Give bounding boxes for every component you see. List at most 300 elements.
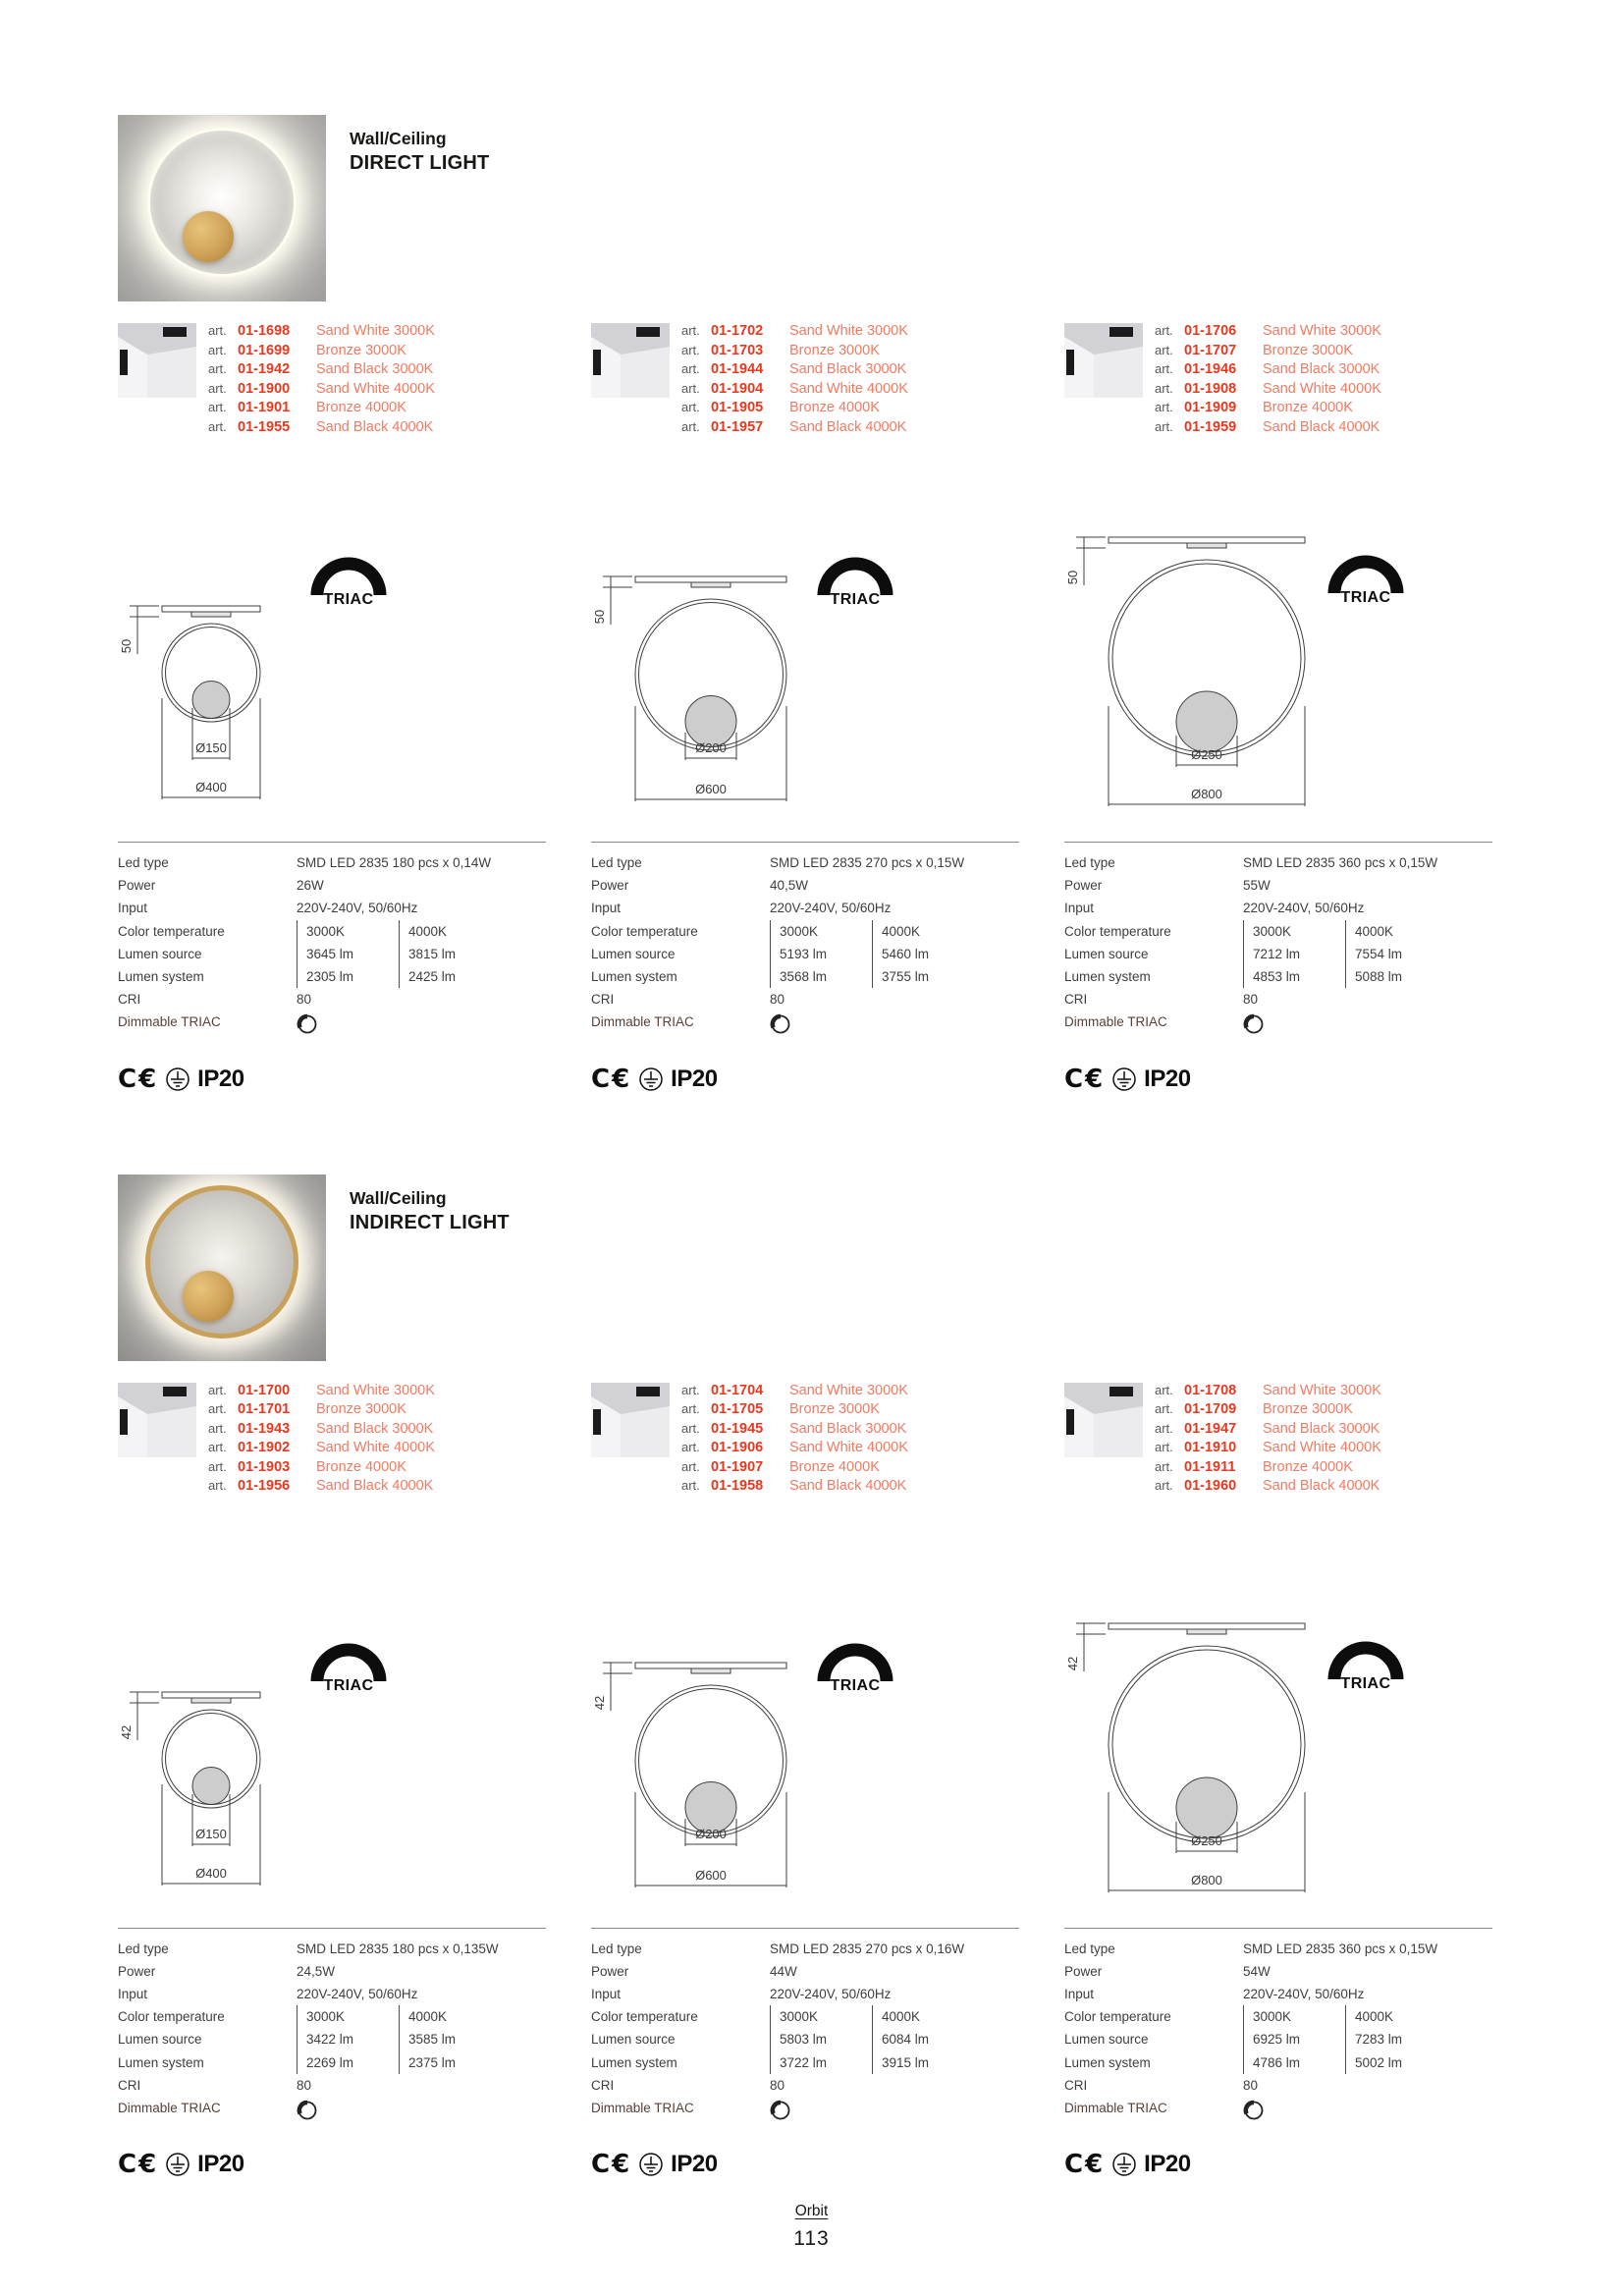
spec-table <box>591 1928 1019 2125</box>
spec-ct-3000: 3000K <box>770 920 872 943</box>
article-number: 01-1703 <box>711 342 764 358</box>
spec-value-cri: 80 <box>297 992 312 1008</box>
spec-lsys-3000: 2269 lm <box>297 2050 399 2073</box>
article-row <box>681 323 908 343</box>
article-number: 01-1908 <box>1184 380 1237 397</box>
spec-label: CRI <box>1064 992 1088 1008</box>
product-column <box>1064 1361 1502 2180</box>
article-row <box>681 1478 908 1498</box>
article-row <box>1155 419 1381 439</box>
art-prefix: art. <box>208 418 227 434</box>
spec-ls-4000: 7554 lm <box>1345 943 1492 965</box>
hero-direct <box>118 0 1505 301</box>
article-number: 01-1909 <box>1184 400 1237 416</box>
dim-inner-diameter: Ø200 <box>695 740 727 755</box>
article-finish: Sand White 4000K <box>789 380 908 397</box>
mounting-box-thumbnail-icon <box>591 1383 670 1457</box>
article-number: 01-1907 <box>711 1458 764 1475</box>
spec-value-power: 40,5W <box>770 878 809 894</box>
article-row <box>1155 381 1381 401</box>
spec-label: Power <box>118 878 156 894</box>
dim-height: 50 <box>1065 570 1080 585</box>
spec-ct-4000: 4000K <box>399 2005 546 2028</box>
technical-drawing-area <box>118 1571 556 1900</box>
columns-indirect <box>118 1361 1505 2180</box>
article-number: 01-1911 <box>1184 1458 1236 1475</box>
ip-rating: IP20 <box>197 2151 244 2177</box>
art-prefix: art. <box>1155 361 1173 377</box>
spec-ls-4000: 3815 lm <box>399 943 546 965</box>
spec-ls-3000: 3422 lm <box>297 2028 399 2050</box>
art-prefix: art. <box>1155 400 1173 415</box>
article-row <box>1155 1440 1381 1459</box>
spec-label-dimmable: Dimmable TRIAC <box>591 1014 694 1030</box>
spec-label: Led type <box>118 1941 169 1956</box>
ip-rating: IP20 <box>671 1065 718 1092</box>
section-title-line2: DIRECT LIGHT <box>350 152 490 174</box>
article-list <box>118 323 556 441</box>
article-finish: Bronze 3000K <box>316 342 406 358</box>
article-number: 01-1902 <box>238 1440 291 1456</box>
art-prefix: art. <box>681 1420 700 1436</box>
article-row <box>681 381 908 401</box>
spec-ct-4000: 4000K <box>872 2005 1019 2028</box>
article-number: 01-1707 <box>1184 342 1237 358</box>
article-row <box>681 1421 908 1441</box>
triac-badge <box>306 1642 391 1695</box>
product-column <box>1064 301 1502 1094</box>
article-row <box>208 1421 435 1441</box>
article-finish: Sand Black 4000K <box>316 418 434 435</box>
article-row <box>208 419 435 439</box>
spec-label: Power <box>1064 878 1103 894</box>
spec-ct-4000: 4000K <box>1345 2005 1492 2028</box>
spec-value-input: 220V-240V, 50/60Hz <box>297 1986 418 2001</box>
spec-label: Color temperature <box>591 2009 698 2025</box>
article-number: 01-1946 <box>1184 361 1237 378</box>
triac-label: TRIAC <box>830 591 881 608</box>
article-number: 01-1958 <box>711 1478 764 1495</box>
spec-label: CRI <box>1064 2077 1088 2093</box>
mounting-box-thumbnail-icon <box>118 323 196 398</box>
spec-ct-3000: 3000K <box>297 2005 399 2028</box>
product-column <box>591 301 1029 1094</box>
dim-outer-diameter: Ø800 <box>1191 1872 1222 1887</box>
article-number: 01-1903 <box>238 1458 291 1475</box>
spec-label: Lumen source <box>591 946 676 961</box>
spec-table <box>1064 1928 1492 2125</box>
article-row <box>681 1459 908 1479</box>
spec-label: Color temperature <box>118 2009 225 2025</box>
section-indirect-light <box>118 1175 1505 2180</box>
article-number: 01-1700 <box>238 1382 291 1398</box>
article-row <box>1155 323 1381 343</box>
art-prefix: art. <box>208 1478 227 1494</box>
technical-drawing <box>1064 534 1310 814</box>
spec-ct-3000: 3000K <box>297 920 399 943</box>
article-number: 01-1699 <box>238 342 291 358</box>
triac-label: TRIAC <box>830 1676 881 1694</box>
ce-mark: C€ <box>591 2150 632 2179</box>
spec-label: Lumen source <box>591 2032 676 2048</box>
spec-ct-3000: 3000K <box>1243 2005 1345 2028</box>
spec-ls-4000: 6084 lm <box>872 2028 1019 2050</box>
article-number: 01-1901 <box>238 400 291 416</box>
article-number: 01-1702 <box>711 323 764 339</box>
article-finish: Sand White 4000K <box>1263 380 1381 397</box>
art-prefix: art. <box>208 380 227 396</box>
dim-inner-diameter: Ø250 <box>1191 747 1222 762</box>
art-prefix: art. <box>1155 1382 1173 1397</box>
art-prefix: art. <box>681 400 700 415</box>
dim-outer-diameter: Ø400 <box>195 1865 227 1881</box>
art-prefix: art. <box>208 1458 227 1474</box>
spec-lsys-3000: 3568 lm <box>770 965 872 988</box>
spec-value-power: 55W <box>1243 878 1271 894</box>
art-prefix: art. <box>681 380 700 396</box>
spec-label: CRI <box>591 992 615 1008</box>
spec-table <box>591 842 1019 1039</box>
ground-icon <box>165 1066 190 1092</box>
dimmer-dial-icon <box>770 1011 1019 1038</box>
article-finish: Sand Black 4000K <box>316 1478 434 1495</box>
article-finish: Sand White 4000K <box>316 1440 435 1456</box>
spec-label: CRI <box>118 2077 141 2093</box>
spec-ct-3000: 3000K <box>770 2005 872 2028</box>
article-row <box>1155 1383 1381 1402</box>
article-number: 01-1947 <box>1184 1420 1237 1437</box>
ground-icon <box>1111 2152 1137 2177</box>
spec-ct-4000: 4000K <box>872 920 1019 943</box>
dimmer-dial-icon <box>1243 2097 1492 2124</box>
triac-badge <box>306 556 391 609</box>
article-finish: Sand Black 3000K <box>1263 361 1380 378</box>
dimmer-dial-icon <box>297 2097 546 2124</box>
ce-mark: C€ <box>118 2150 159 2179</box>
spec-value-cri: 80 <box>770 992 785 1008</box>
spec-value-power: 54W <box>1243 1963 1271 1979</box>
spec-label: Led type <box>118 855 169 871</box>
certification-row <box>118 1065 556 1094</box>
article-finish: Sand Black 3000K <box>789 1420 907 1437</box>
spec-label: Power <box>118 1963 156 1979</box>
article-number: 01-1906 <box>711 1440 764 1456</box>
product-column <box>591 1361 1029 2180</box>
art-prefix: art. <box>208 342 227 357</box>
article-row <box>208 381 435 401</box>
article-number: 01-1945 <box>711 1420 764 1437</box>
article-finish: Sand Black 4000K <box>1263 1478 1380 1495</box>
article-row <box>208 1478 435 1498</box>
ce-mark: C€ <box>591 1064 632 1094</box>
dim-outer-diameter: Ø600 <box>695 1867 727 1883</box>
spec-label: Lumen source <box>118 2032 202 2048</box>
spec-lsys-3000: 4853 lm <box>1243 965 1345 988</box>
spec-value-input: 220V-240V, 50/60Hz <box>1243 1986 1365 2001</box>
spec-lsys-4000: 3915 lm <box>872 2050 1019 2073</box>
spec-label-dimmable: Dimmable TRIAC <box>1064 1014 1167 1030</box>
ce-mark: C€ <box>1064 1064 1106 1094</box>
spec-label: Lumen system <box>591 969 677 985</box>
dim-height: 42 <box>592 1695 607 1710</box>
article-finish: Sand White 3000K <box>316 1382 435 1398</box>
article-finish: Bronze 3000K <box>1263 342 1353 358</box>
article-number: 01-1960 <box>1184 1478 1237 1495</box>
article-row <box>1155 1478 1381 1498</box>
spec-label-dimmable: Dimmable TRIAC <box>118 1014 221 1030</box>
mounting-box-thumbnail-icon <box>1064 323 1143 398</box>
dimmer-dial-icon <box>770 2097 1019 2124</box>
article-finish: Sand White 3000K <box>789 323 908 339</box>
article-finish: Bronze 3000K <box>316 1401 406 1418</box>
certification-row <box>1064 1065 1502 1094</box>
technical-drawing <box>118 1689 304 1900</box>
art-prefix: art. <box>1155 1478 1173 1494</box>
art-prefix: art. <box>208 323 227 338</box>
section-title <box>350 1175 510 1361</box>
article-finish: Sand Black 3000K <box>316 1420 434 1437</box>
spec-ct-3000: 3000K <box>1243 920 1345 943</box>
spec-value-led-type: SMD LED 2835 180 pcs x 0,135W <box>297 1941 499 1956</box>
article-row <box>681 1401 908 1421</box>
collection-name: Orbit <box>794 2203 829 2219</box>
article-number: 01-1705 <box>711 1401 764 1418</box>
spec-label: Color temperature <box>118 923 225 939</box>
certification-row <box>1064 2150 1502 2179</box>
article-list <box>591 323 1029 441</box>
spec-label: Lumen system <box>1064 969 1151 985</box>
art-prefix: art. <box>1155 1440 1173 1455</box>
spec-label-dimmable: Dimmable TRIAC <box>118 2100 221 2115</box>
article-row <box>208 343 435 362</box>
spec-label: Color temperature <box>591 923 698 939</box>
art-prefix: art. <box>681 1382 700 1397</box>
spec-label: Led type <box>591 1941 642 1956</box>
article-number: 01-1957 <box>711 418 764 435</box>
technical-drawing <box>118 603 304 814</box>
article-row <box>681 343 908 362</box>
technical-drawing-area <box>591 485 1029 814</box>
spec-ct-4000: 4000K <box>1345 920 1492 943</box>
article-row <box>1155 361 1381 381</box>
article-row <box>681 1440 908 1459</box>
dim-height: 50 <box>592 609 607 625</box>
ground-icon <box>638 2152 664 2177</box>
article-row <box>681 400 908 419</box>
art-prefix: art. <box>208 1420 227 1436</box>
spec-ls-3000: 5803 lm <box>770 2028 872 2050</box>
art-prefix: art. <box>1155 342 1173 357</box>
mounting-box-thumbnail-icon <box>118 1383 196 1457</box>
spec-ls-4000: 7283 lm <box>1345 2028 1492 2050</box>
article-row <box>681 361 908 381</box>
technical-drawing-area <box>591 1571 1029 1900</box>
article-number: 01-1910 <box>1184 1440 1237 1456</box>
dim-outer-diameter: Ø600 <box>695 782 727 796</box>
dim-inner-diameter: Ø250 <box>1191 1832 1222 1848</box>
article-list <box>591 1383 1029 1501</box>
spec-label: Input <box>1064 1986 1095 2001</box>
spec-value-power: 24,5W <box>297 1963 336 1979</box>
article-row <box>1155 1459 1381 1479</box>
art-prefix: art. <box>681 361 700 377</box>
technical-drawing <box>591 574 807 814</box>
spec-ls-4000: 3585 lm <box>399 2028 546 2050</box>
article-finish: Sand Black 4000K <box>1263 418 1380 435</box>
spec-lsys-4000: 5002 lm <box>1345 2050 1492 2073</box>
triac-label: TRIAC <box>323 591 374 608</box>
article-finish: Bronze 4000K <box>316 1458 406 1475</box>
art-prefix: art. <box>1155 418 1173 434</box>
article-finish: Bronze 3000K <box>789 1401 880 1418</box>
article-finish: Bronze 4000K <box>316 400 406 416</box>
spec-ct-4000: 4000K <box>399 920 546 943</box>
article-finish: Bronze 4000K <box>789 400 880 416</box>
article-list <box>118 1383 556 1501</box>
article-number: 01-1944 <box>711 361 764 378</box>
spec-label-dimmable: Dimmable TRIAC <box>1064 2100 1167 2115</box>
dim-height: 50 <box>119 638 134 654</box>
article-finish: Sand White 3000K <box>1263 323 1381 339</box>
ip-rating: IP20 <box>1144 2151 1191 2177</box>
article-row <box>208 323 435 343</box>
article-finish: Sand White 4000K <box>789 1440 908 1456</box>
technical-drawing-area <box>118 485 556 814</box>
spec-value-led-type: SMD LED 2835 270 pcs x 0,15W <box>770 855 965 871</box>
ce-mark: C€ <box>1064 2150 1106 2179</box>
article-number: 01-1706 <box>1184 323 1237 339</box>
art-prefix: art. <box>208 361 227 377</box>
dim-height: 42 <box>119 1724 134 1739</box>
art-prefix: art. <box>208 400 227 415</box>
dim-inner-diameter: Ø200 <box>695 1826 727 1841</box>
article-number: 01-1959 <box>1184 418 1237 435</box>
ip-rating: IP20 <box>1144 1065 1191 1092</box>
art-prefix: art. <box>681 418 700 434</box>
art-prefix: art. <box>1155 323 1173 338</box>
spec-lsys-3000: 4786 lm <box>1243 2050 1345 2073</box>
article-row <box>208 1459 435 1479</box>
dim-inner-diameter: Ø150 <box>195 740 227 755</box>
spec-label: Led type <box>591 855 642 871</box>
dim-inner-diameter: Ø150 <box>195 1826 227 1841</box>
spec-label: Input <box>118 901 148 916</box>
triac-label: TRIAC <box>1340 589 1391 606</box>
dimmer-dial-icon <box>1243 1011 1492 1038</box>
article-finish: Bronze 3000K <box>789 342 880 358</box>
spec-label: Lumen source <box>1064 2032 1149 2048</box>
gold-disc <box>183 1271 234 1322</box>
product-column <box>118 301 556 1094</box>
product-photo-direct <box>118 115 326 301</box>
spec-label: Power <box>1064 1963 1103 1979</box>
spec-value-input: 220V-240V, 50/60Hz <box>770 1986 892 2001</box>
spec-ls-3000: 5193 lm <box>770 943 872 965</box>
art-prefix: art. <box>681 1478 700 1494</box>
article-number: 01-1701 <box>238 1401 291 1418</box>
section-direct-light <box>118 0 1505 1094</box>
spec-lsys-4000: 3755 lm <box>872 965 1019 988</box>
spec-label: CRI <box>591 2077 615 2093</box>
art-prefix: art. <box>681 1440 700 1455</box>
article-finish: Bronze 3000K <box>1263 1401 1353 1418</box>
spec-value-led-type: SMD LED 2835 360 pcs x 0,15W <box>1243 1941 1438 1956</box>
spec-label: Input <box>591 901 622 916</box>
article-row <box>1155 1421 1381 1441</box>
article-row <box>681 1383 908 1402</box>
article-finish: Sand White 4000K <box>1263 1440 1381 1456</box>
art-prefix: art. <box>208 1401 227 1417</box>
art-prefix: art. <box>208 1440 227 1455</box>
spec-lsys-4000: 2425 lm <box>399 965 546 988</box>
spec-lsys-3000: 3722 lm <box>770 2050 872 2073</box>
article-row <box>208 361 435 381</box>
article-finish: Sand White 3000K <box>316 323 435 339</box>
ground-icon <box>165 2152 190 2177</box>
spec-label: Lumen system <box>118 2054 204 2070</box>
article-finish: Sand White 3000K <box>1263 1382 1381 1398</box>
art-prefix: art. <box>208 1382 227 1397</box>
article-list <box>1064 1383 1502 1501</box>
ip-rating: IP20 <box>671 2151 718 2177</box>
spec-value-led-type: SMD LED 2835 180 pcs x 0,14W <box>297 855 492 871</box>
spec-value-cri: 80 <box>297 2077 312 2093</box>
ground-icon <box>1111 1066 1137 1092</box>
spec-label: Power <box>591 1963 629 1979</box>
art-prefix: art. <box>1155 1420 1173 1436</box>
spec-label: Lumen source <box>118 946 202 961</box>
spec-label: Color temperature <box>1064 923 1171 939</box>
spec-value-power: 26W <box>297 878 324 894</box>
certification-row <box>591 1065 1029 1094</box>
article-row <box>208 1383 435 1402</box>
dim-height: 42 <box>1065 1656 1080 1670</box>
columns-direct <box>118 301 1505 1094</box>
gold-disc <box>183 211 234 262</box>
ground-icon <box>638 1066 664 1092</box>
triac-badge <box>813 556 897 609</box>
spec-value-cri: 80 <box>1243 2077 1259 2093</box>
ce-mark: C€ <box>118 1064 159 1094</box>
spec-label-dimmable: Dimmable TRIAC <box>591 2100 694 2115</box>
technical-drawing <box>591 1660 807 1900</box>
technical-drawing-area <box>1064 1571 1502 1900</box>
spec-label: Lumen system <box>118 969 204 985</box>
ip-rating: IP20 <box>197 1065 244 1092</box>
spec-label: Power <box>591 878 629 894</box>
spec-ls-3000: 6925 lm <box>1243 2028 1345 2050</box>
spec-value-input: 220V-240V, 50/60Hz <box>297 901 418 916</box>
section-title-line1: Wall/Ceiling <box>350 1187 447 1208</box>
triac-label: TRIAC <box>323 1676 374 1694</box>
article-row <box>1155 400 1381 419</box>
article-row <box>208 1440 435 1459</box>
art-prefix: art. <box>681 342 700 357</box>
article-finish: Bronze 4000K <box>1263 400 1353 416</box>
article-finish: Sand Black 3000K <box>1263 1420 1380 1437</box>
article-number: 01-1943 <box>238 1420 291 1437</box>
art-prefix: art. <box>1155 380 1173 396</box>
spec-label: Input <box>118 1986 148 2001</box>
triac-badge <box>1324 1640 1408 1693</box>
spec-label: Lumen system <box>1064 2054 1151 2070</box>
spec-value-led-type: SMD LED 2835 360 pcs x 0,15W <box>1243 855 1438 871</box>
page-number: 113 <box>793 2227 830 2250</box>
spec-label: Led type <box>1064 855 1115 871</box>
page-footer <box>118 2203 1505 2251</box>
article-number: 01-1956 <box>238 1478 291 1495</box>
art-prefix: art. <box>1155 1458 1173 1474</box>
